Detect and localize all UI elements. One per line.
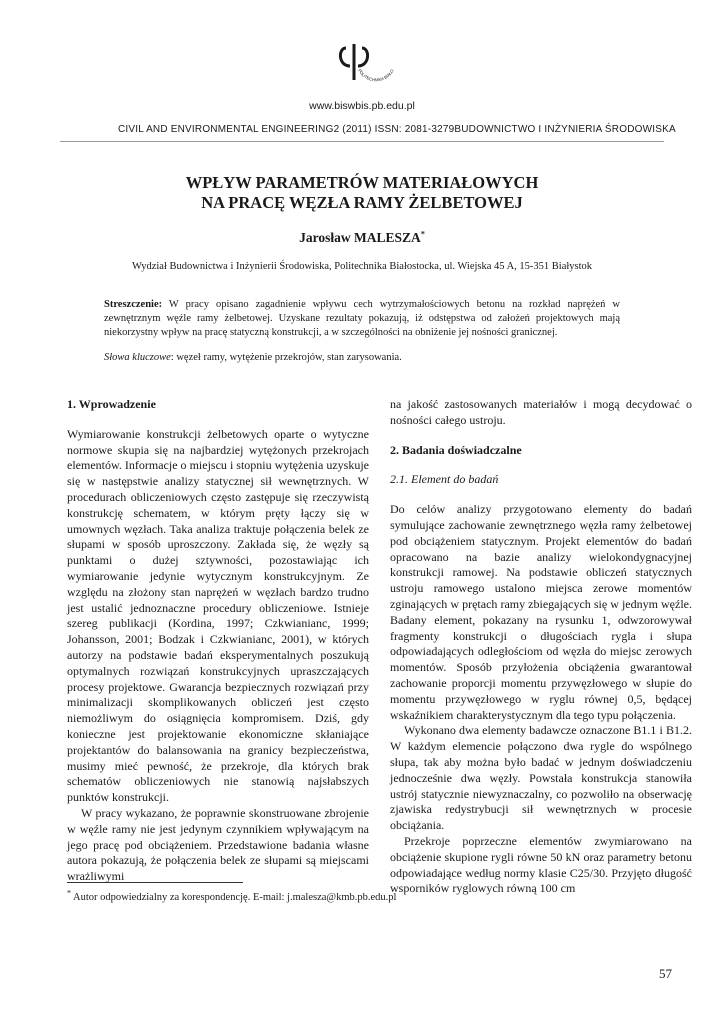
journal-issue: 2 (2011) ISSN: 2081-3279	[333, 124, 455, 135]
section-heading-experiments: 2. Badania doświadczalne	[390, 442, 522, 457]
intro-paragraph-1: Wymiarowanie konstrukcji żelbetowych oparte o wytyczne normowe skupia się na najbardziej wytężonych przekrojach elementów. Informacje o miejscu i stopniu wytężenia uzyskuje się w następstwie analizy statycznej sił wewnętrznych. W procedurach obliczeniowych często zastępuje się rzeczywistą konstrukcję schematem, w którym pręty łączy się w umownych węzłach. Taka analiza traktuje połączenia belek ze słupami w sposób uproszczony. Zakłada się, że węzły są punktami o dużej sztywności, pozostawiając ich wymiarowanie jedynie wytycznym konstrukcyjnym. Ze względu na złożony stan naprężeń w węzłach bardzo trudno jest ustalić jednoznaczne procedury obliczeniowe. Istnieje szereg publikacji (Kordina, 1997; Czkwianianc, 1999; Johansson, 2001; Bodzak i Czkwianianc, 2001), w których autorzy na podstawie badań eksperymentalnych poszukują optymalnych rozwiązań konstrukcyjnych upraszczających procesy projektowe. Gwarancja bezpiecznych rozwiązań przy minimalizacji skomplikowanych obliczeń jest często niemożliwym do osiągnięcia kompromisem. Dziś, gdy konieczne jest projektowanie ekonomiczne skłaniające projektantów do balansowania na granicy bezpieczeństwa, musimy mieć pewność, że przekroje, dla których brak schematów obliczeniowych nie stanowią najsłabszych punktów konstrukcji.	[67, 426, 369, 805]
abstract	[104, 298, 620, 340]
university-logo	[336, 40, 398, 98]
footnote	[67, 888, 397, 903]
author-footnote-mark: *	[420, 229, 425, 239]
abstract-text: W pracy opisano zagadnienie wpływu cech wytrzymałościowych betonu na rozkład naprężeń w zewnętrznym węźle ramy żelbetowej. Uzyskane rezultaty pokazują, iż odstępstwa od założeń projektowych mają niekorzystny wpływ na pracę statyczną konstrukcji, a w szczególności na obniżenie jej nośności granicznej.	[104, 299, 620, 338]
left-column	[67, 397, 369, 885]
journal-name-en: CIVIL AND ENVIRONMENTAL ENGINEERING	[118, 124, 334, 135]
keywords-text: : węzeł ramy, wytężenie przekrojów, stan zarysowania.	[170, 352, 402, 363]
page-number: 57	[659, 966, 672, 981]
intro-paragraph-continued: na jakość zastosowanych materiałów i mogą decydować o nośności całego ustroju.	[390, 397, 692, 427]
subsection-heading-specimen: 2.1. Element do badań	[390, 472, 499, 487]
keywords-label: Słowa kluczowe	[104, 352, 171, 363]
author-line	[0, 230, 724, 246]
author-name: Jarosław MALESZA	[299, 230, 421, 245]
title-line-1: WPŁYW PARAMETRÓW MATERIAŁOWYCH	[185, 173, 539, 192]
logo-arc-text: POLITECHNIKA BIAŁO	[357, 68, 395, 83]
header-divider	[60, 141, 664, 142]
article-title	[0, 173, 724, 213]
footnote-divider	[67, 882, 243, 883]
journal-header	[118, 124, 676, 135]
affiliation: Wydział Budownictwa i Inżynierii Środowiska, Politechnika Białostocka, ul. Wiejska 45 A, 15-351 Białystok	[131, 261, 593, 272]
footnote-mark: *	[67, 888, 71, 898]
journal-url[interactable]: www.biswbis.pb.edu.pl	[309, 100, 415, 112]
specimen-paragraph-1: Do celów analizy przygotowano elementy do badań symulujące zachowanie zewnętrznego węzła ramy żelbetowej pod obciążeniem statycznym. Projekt elementów do badań opracowano na bazie analizy wielokondygnacyjnej konstrukcji ramowej. Na podstawie obliczeń statycznych ustroju ramowego ustalono miejsca zerowe momentów zginających w prętach ramy zbiegających się w jednym węźle. Badany element, pokazany na rysunku 1, odwzorowywał fragmenty konstrukcji o długościach rygla i słupa odpowiadających odległościom od węzła do miejsc zerowych momentów. Sposób przyłożenia obciążenia gwarantował zachowanie proporcji momentu przywęzłowego w słupie do momentu przywęzłowego w ryglu równej 0,5, będącej wskaźnikiem charakterystycznym dla tego typu połączenia.	[390, 502, 692, 722]
section-heading-intro: 1. Wprowadzenie	[67, 397, 156, 411]
journal-name-pl: BUDOWNICTWO I INŻYNIERIA ŚRODOWISKA	[454, 124, 676, 135]
keywords	[104, 351, 620, 365]
footnote-text: Autor odpowiedzialny za korespondencję. E-mail: j.malesza@kmb.pb.edu.pl	[71, 892, 397, 903]
specimen-paragraph-2: Wykonano dwa elementy badawcze oznaczone B1.1 i B1.2. W każdym elemencie połączono dwa rygle do wspólnego słupa, tak aby można było badać w jednym doświadczeniu jednocześnie dwa węzły. Powstała konstrukcja stanowiła ustrój statycznie niewyznaczalny, co pozwoliło na obserwację zjawiska redystrybucji sił wewnętrznych w procesie obciążania.	[390, 723, 692, 833]
right-column	[390, 397, 692, 897]
specimen-paragraph-3: Przekroje poprzeczne elementów zwymiarowano na obciążenie skupione rygli równe 50 kN oraz parametry betonu odpowiadające według normy klasie C25/30. Przyjęto długość wsporników ryglowych równą 100 cm	[390, 833, 692, 896]
intro-paragraph-2: W pracy wykazano, że poprawnie skonstruowane zbrojenie w węźle ramy nie jest jedynym czynnikiem wpływającym na jego pracę pod obciążeniem. Przedstawione badania własne autora pokazują, że połączenia belek ze słupami są miejscami wrażliwymi	[67, 805, 369, 884]
abstract-label: Streszczenie:	[104, 299, 163, 310]
title-line-2: NA PRACĘ WĘZŁA RAMY ŻELBETOWEJ	[201, 193, 523, 212]
